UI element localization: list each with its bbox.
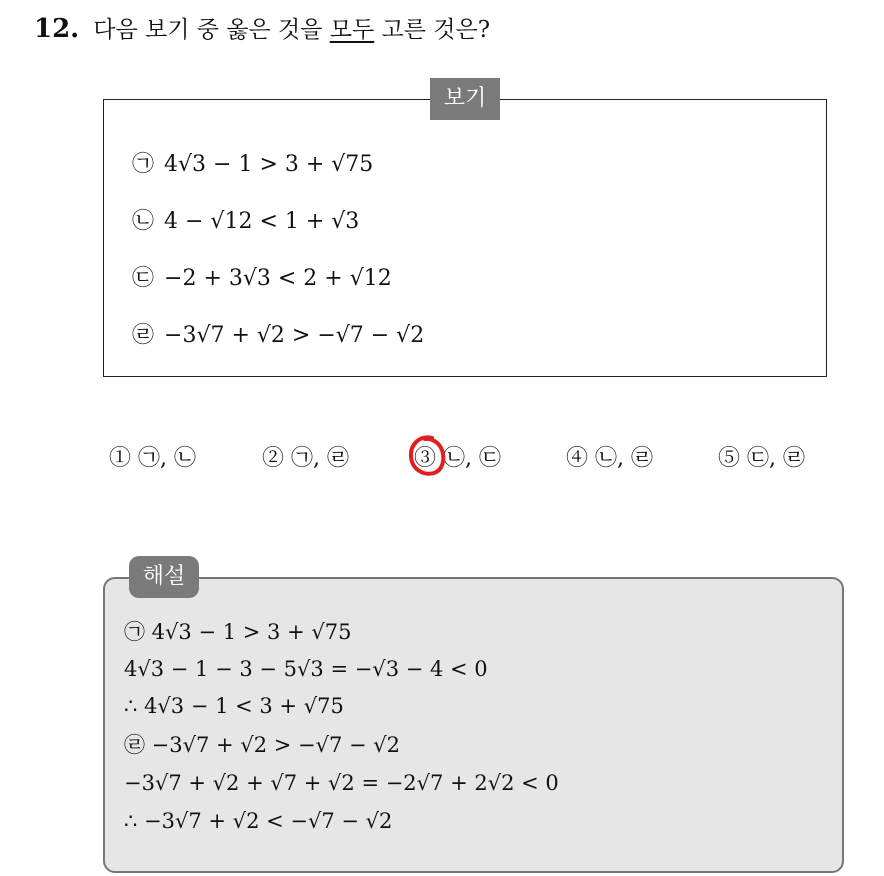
item-expression: 4√3 − 1 > 3 + √75 [164,152,374,177]
item-expression: 4 − √12 < 1 + √3 [164,209,360,234]
item-marker: ㉣ [132,323,155,348]
solution-line: ∴ −3√7 + √2 < −√7 − √2 [124,809,393,833]
choice-text: ㉡, ㉢ [443,446,502,471]
bogi-item [132,207,359,237]
solution-line: 4√3 − 1 − 3 − 5√3 = −√3 − 4 < 0 [124,657,488,681]
choice-2[interactable] [262,442,349,476]
choice-number: ⑤ [718,446,741,471]
choice-1[interactable] [109,442,196,476]
item-expression: −2 + 3√3 < 2 + √12 [164,266,392,291]
question-line [34,14,490,45]
choice-5[interactable] [718,442,805,476]
item-marker: ㉡ [132,209,155,234]
item-marker: ㉢ [132,266,155,291]
choice-4[interactable] [566,442,653,476]
choice-number: ② [262,446,285,471]
solution-title: 해설 [129,556,199,598]
question-emphasis: 모두 [329,17,375,43]
choice-number: ① [109,446,132,471]
bogi-item [132,264,392,294]
bogi-title: 보기 [430,78,500,120]
choice-text: ㉡, ㉣ [595,446,654,471]
choice-number: ③ [414,446,437,471]
solution-line: −3√7 + √2 + √7 + √2 = −2√7 + 2√2 < 0 [124,771,559,795]
bogi-item [132,150,373,180]
solution-line: ㉣ −3√7 + √2 > −√7 − √2 [124,733,401,757]
choice-text: ㉢, ㉣ [747,446,806,471]
choice-number: ④ [566,446,589,471]
selected-answer-mark-icon [405,433,447,479]
choice-text: ㉠, ㉡ [138,446,197,471]
solution-line: ㉠ 4√3 − 1 > 3 + √75 [124,620,352,644]
item-expression: −3√7 + √2 > −√7 − √2 [164,323,425,348]
question-number: 12. [34,14,80,44]
choice-text: ㉠, ㉣ [291,446,350,471]
item-marker: ㉠ [132,152,155,177]
question-text: 다음 보기 중 옳은 것을 [93,17,330,43]
question-text-end: 고른 것은? [374,17,491,43]
solution-line: ∴ 4√3 − 1 < 3 + √75 [124,694,344,718]
bogi-item [132,321,424,351]
